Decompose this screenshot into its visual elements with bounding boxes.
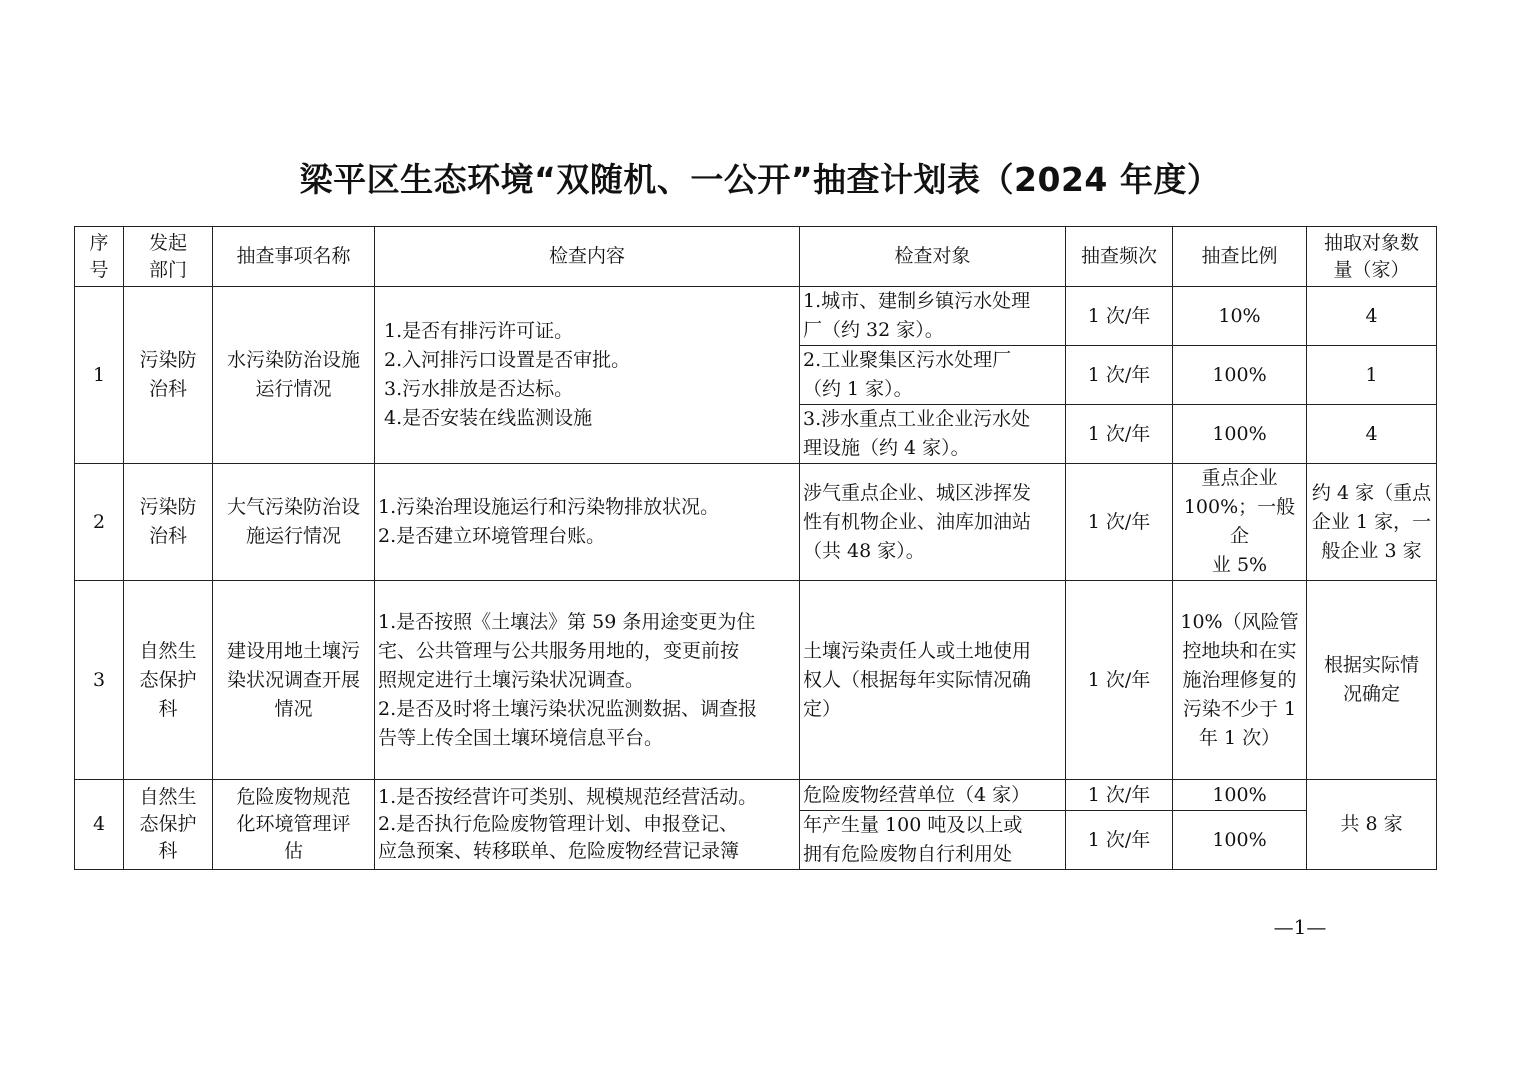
row2-target: 涉气重点企业、城区涉挥发 性有机物企业、油库加油站 （共 48 家）。 [800,464,1066,581]
row2-ratio: 重点企业 100%；一般企 业 5% [1173,464,1307,581]
row1-target-2: 2.工业聚集区污水处理厂 （约 1 家）。 [800,346,1066,405]
row4-dept: 自然生 态保护 科 [124,780,213,870]
row1-target-3: 3.涉水重点工业企业污水处 理设施（约 4 家）。 [800,405,1066,464]
table-row [75,780,1437,811]
row3-ratio: 10%（风险管 控地块和在实 施治理修复的 污染不少于 1 年 1 次） [1173,581,1307,780]
row2-freq: 1 次/年 [1066,464,1173,581]
row1-content: 1.是否有排污许可证。 2.入河排污口设置是否审批。 3.污水排放是否达标。 4.是否安装在线监测设施 [375,287,800,464]
row3-target: 土壤污染责任人或土地使用 权人（根据每年实际情况确 定） [800,581,1066,780]
row4-freq-2: 1 次/年 [1066,811,1173,870]
row4-target-1: 危险废物经营单位（4 家） [800,780,1066,811]
row1-freq-3: 1 次/年 [1066,405,1173,464]
row1-item: 水污染防治设施 运行情况 [213,287,375,464]
inspection-plan-table [74,226,1437,870]
row4-ratio-1: 100% [1173,780,1307,811]
header-target: 检查对象 [800,227,1066,287]
row2-item: 大气污染防治设 施运行情况 [213,464,375,581]
table-row [75,581,1437,780]
page-number: —1— [1273,915,1327,939]
row2-count: 约 4 家（重点 企业 1 家，一 般企业 3 家 [1307,464,1437,581]
table-row [75,464,1437,581]
row1-ratio-1: 10% [1173,287,1307,346]
header-seq: 序 号 [75,227,124,287]
row4-ratio-2: 100% [1173,811,1307,870]
row3-freq: 1 次/年 [1066,581,1173,780]
header-item: 抽查事项名称 [213,227,375,287]
row1-count-3: 4 [1307,405,1437,464]
page-title: 梁平区生态环境“双随机、一公开”抽查计划表（2024 年度） [299,160,1221,199]
row4-freq-1: 1 次/年 [1066,780,1173,811]
row4-item: 危险废物规范 化环境管理评 估 [213,780,375,870]
header-content: 检查内容 [375,227,800,287]
row2-dept: 污染防 治科 [124,464,213,581]
header-ratio: 抽查比例 [1173,227,1307,287]
row3-seq: 3 [75,581,124,780]
row4-content: 1.是否按经营许可类别、规模规范经营活动。 2.是否执行危险废物管理计划、申报登记、 应急预案、转移联单、危险废物经营记录簿 [375,780,800,870]
row1-target-1: 1.城市、建制乡镇污水处理 厂（约 32 家）。 [800,287,1066,346]
row1-freq-1: 1 次/年 [1066,287,1173,346]
row4-count: 共 8 家 [1307,780,1437,870]
header-dept: 发起 部门 [124,227,213,287]
header-row [75,227,1437,287]
row2-content: 1.污染治理设施运行和污染物排放状况。 2.是否建立环境管理台账。 [375,464,800,581]
table-row [75,287,1437,346]
row3-content: 1.是否按照《土壤法》第 59 条用途变更为住 宅、公共管理与公共服务用地的，变更前按 照规定进行土壤污染状况调查。 2.是否及时将土壤污染状况监测数据、调查报 告等上传全国土壤环境信息平台。 [375,581,800,780]
header-count: 抽取对象数 量（家） [1307,227,1437,287]
row1-ratio-3: 100% [1173,405,1307,464]
row1-count-2: 1 [1307,346,1437,405]
row1-dept: 污染防 治科 [124,287,213,464]
row4-seq: 4 [75,780,124,870]
row3-item: 建设用地土壤污 染状况调查开展 情况 [213,581,375,780]
row1-freq-2: 1 次/年 [1066,346,1173,405]
row4-target-2: 年产生量 100 吨及以上或 拥有危险废物自行利用处 [800,811,1066,870]
row3-count: 根据实际情 况确定 [1307,581,1437,780]
row3-dept: 自然生 态保护 科 [124,581,213,780]
row2-seq: 2 [75,464,124,581]
row1-count-1: 4 [1307,287,1437,346]
header-freq: 抽查频次 [1066,227,1173,287]
row1-seq: 1 [75,287,124,464]
row1-ratio-2: 100% [1173,346,1307,405]
